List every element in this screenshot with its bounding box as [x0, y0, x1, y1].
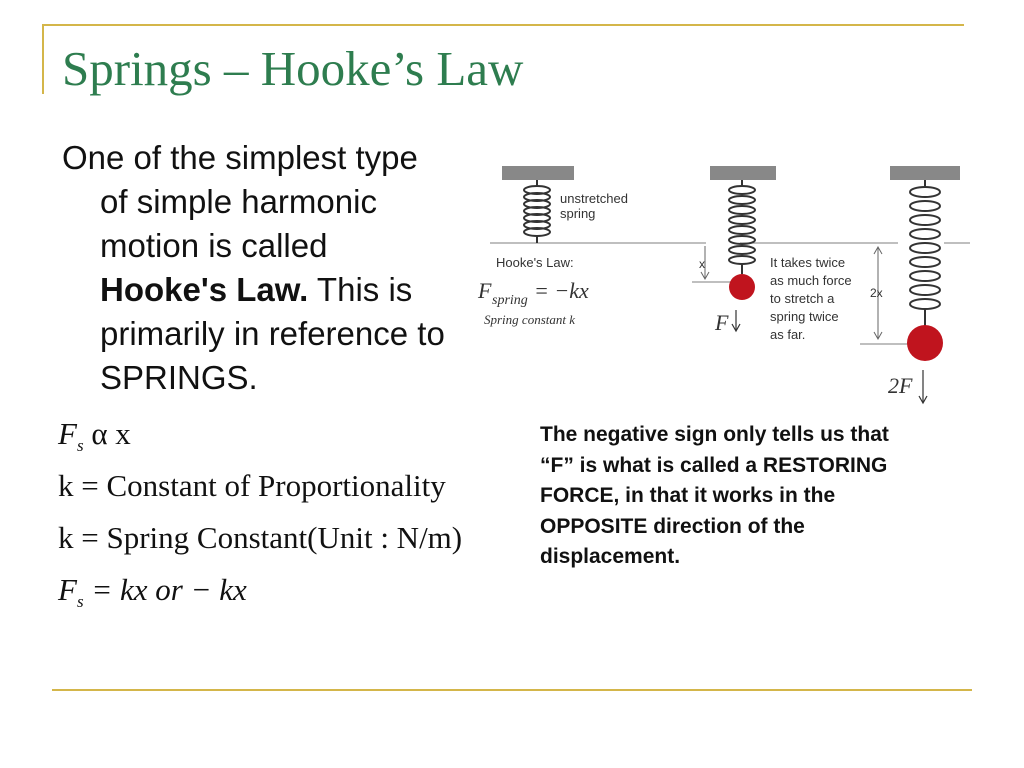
twice-line-4: spring twice: [770, 309, 839, 324]
frame-left-rule: [42, 24, 44, 94]
hookes-law-bold: Hooke's Law.: [100, 271, 309, 308]
stretched-spring-x: [729, 180, 755, 274]
body-text: [62, 136, 502, 400]
x-label: x: [699, 257, 705, 271]
body-line-4: [62, 268, 502, 312]
two-x-label: 2x: [870, 286, 883, 300]
slide-title: Springs – Hooke’s Law: [62, 41, 524, 96]
body-line-4-rest: This is: [308, 271, 413, 308]
spring-constant-label: Spring constant k: [484, 312, 575, 327]
frame-bottom-rule: [52, 689, 972, 691]
ceiling-block-3: [890, 166, 960, 180]
equation-k-proportionality: k = Constant of Proportionality: [58, 468, 446, 503]
ceiling-block-2: [710, 166, 776, 180]
stretched-spring-2x: [910, 180, 940, 326]
unstretched-spring: [524, 180, 550, 243]
mass-2: [907, 325, 943, 361]
spring-label: spring: [560, 206, 596, 221]
twice-line-1: It takes twice: [770, 255, 846, 270]
formula-sub: spring: [492, 293, 528, 308]
body-line-6: SPRINGS.: [100, 359, 258, 396]
hookes-law-label: Hooke's Law:: [496, 255, 574, 270]
body-line-2: of simple harmonic: [100, 183, 377, 220]
body-line-3: motion is called: [100, 227, 328, 264]
twice-line-5: as far.: [770, 327, 806, 342]
formula-f: F: [478, 278, 492, 303]
body-line-1: One of the simplest type: [62, 139, 418, 176]
ceiling-block-1: [502, 166, 574, 180]
formula-rhs: = −kx: [534, 278, 589, 303]
twice-line-2: as much force: [770, 273, 852, 288]
force-label: F: [715, 310, 729, 335]
spring-diagram: [470, 160, 980, 410]
mass-1: [729, 274, 755, 300]
twice-line-3: to stretch a: [770, 291, 835, 306]
equation-hookes-law: $F_s$ = kx or − kx: [58, 572, 247, 612]
unstretched-label: unstretched: [560, 191, 628, 206]
two-f-label: 2F: [888, 373, 913, 398]
body-line-5: primarily in reference to: [100, 315, 445, 352]
restoring-force-note: The negative sign only tells us that “F” is what is called a RESTORING FORCE, in that it works in the OPPOSITE direction of the displacement.: [540, 423, 889, 568]
frame-top-rule: [42, 24, 964, 26]
equation-k-spring-constant: k = Spring Constant(Unit : N/m): [58, 520, 463, 555]
equation-proportional: $F_s$ α x: [58, 416, 131, 456]
